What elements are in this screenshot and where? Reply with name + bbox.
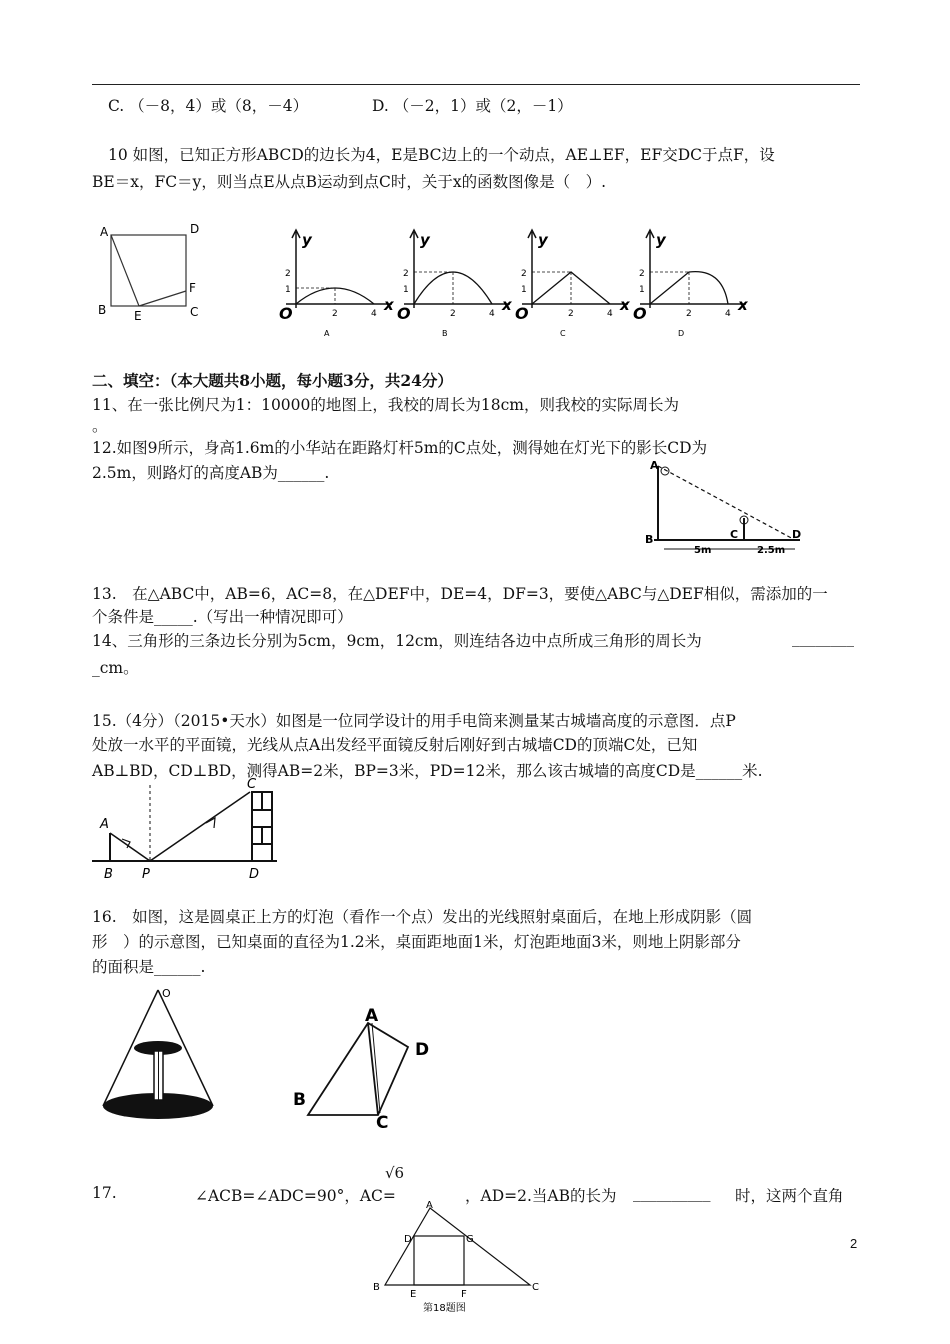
q15-text-line1: 15.（4分）（2015•天水）如图是一位同学设计的用手电筒来测量某古城墙高度的示意图．点P: [92, 712, 736, 730]
fig12-label-a: A: [650, 459, 659, 472]
square-label-f: F: [189, 281, 196, 295]
graph-y-label: y: [656, 231, 666, 249]
fig12-label-d: D: [792, 528, 802, 541]
graph-x-tick-2: 2: [686, 309, 692, 319]
graph-option-a: [270, 224, 395, 339]
fig18-label-b: B: [373, 1282, 380, 1293]
graph-origin-label: O: [633, 304, 647, 323]
fig15-label-c: C: [247, 777, 257, 792]
graph-y-tick-2: 2: [285, 269, 291, 279]
q16-text-line2: 形 ）的示意图，已知桌面的直径为1.2米，桌面距地面1米，灯泡距地面3米，则地上阴影部分: [92, 933, 741, 951]
graph-x-tick-4: 4: [371, 309, 377, 319]
fig12-label-b: B: [645, 533, 654, 546]
q13-text-line1: 13. 在△ABC中，AB=6，AC=8，在△DEF中，DE=4，DF=3，要使△ABC与△DEF相似，需添加的一: [92, 585, 828, 603]
fig18-label-c: C: [532, 1282, 539, 1293]
fig15-label-a: A: [100, 817, 109, 832]
fig18-label-e: E: [410, 1289, 417, 1300]
quad-label-b: B: [293, 1090, 306, 1110]
fig16-label-o: O: [162, 987, 171, 1000]
quad-label-a: A: [365, 1006, 379, 1026]
graph-caption: B: [442, 329, 448, 338]
graph-caption: C: [560, 329, 566, 338]
graph-y-tick-1: 1: [639, 285, 645, 295]
graph-x-label: x: [738, 296, 748, 314]
graph-y-label: y: [420, 231, 430, 249]
square-label-e: E: [134, 309, 142, 323]
q12-text-line1: 12.如图9所示，身高1.6m的小华站在距路灯杆5m的C点处，测得她在灯光下的影长CD为: [92, 439, 708, 457]
graph-y-tick-2: 2: [639, 269, 645, 279]
fig18-label-d: D: [404, 1234, 412, 1245]
graph-x-tick-4: 4: [489, 309, 495, 319]
graph-origin-label: O: [279, 304, 293, 323]
graph-origin-label: O: [515, 304, 529, 323]
q17-blank: __________: [633, 1184, 711, 1202]
q17-sqrt6: √6: [385, 1164, 405, 1182]
q16-lamp-table-figure: [95, 985, 225, 1125]
graph-x-tick-2: 2: [568, 309, 574, 319]
square-label-b: B: [98, 303, 107, 317]
graph-x-tick-4: 4: [607, 309, 613, 319]
q12-text-line2: 2.5m，则路灯的高度AB为______.: [92, 464, 330, 482]
q10-graph-options: [270, 224, 770, 339]
graph-y-tick-2: 2: [403, 269, 409, 279]
fig15-label-p: P: [142, 867, 150, 882]
section-2-heading: 二、填空：（本大题共8小题，每小题3分，共24分）: [92, 371, 453, 390]
q13-text-line2: 个条件是_____.（写出一种情况即可）: [92, 608, 353, 626]
graph-x-label: x: [384, 296, 394, 314]
q15-text-line2: 处放一水平的平面镜，光线从点A出发经平面镜反射后刚好到古城墙CD的顶端C处，已知: [92, 736, 698, 754]
graph-y-tick-2: 2: [521, 269, 527, 279]
graph-y-tick-1: 1: [285, 285, 291, 295]
graph-origin-label: O: [397, 304, 411, 323]
graph-y-tick-1: 1: [521, 285, 527, 295]
q17-text-part1: ∠ACB=∠ADC=90°，AC=: [195, 1187, 396, 1205]
q15-mirror-figure: [92, 775, 292, 887]
q10-square-figure: [92, 218, 212, 324]
quad-label-d: D: [415, 1040, 430, 1060]
fig12-dist-5m: 5m: [694, 545, 712, 556]
graph-x-label: x: [502, 296, 512, 314]
graph-x-tick-4: 4: [725, 309, 731, 319]
q16-text-line3: 的面积是______.: [92, 958, 206, 976]
q17-text-part2: ，AD=2.当AB的长为: [465, 1187, 617, 1205]
q16-text-line1: 16. 如图，这是圆桌正上方的灯泡（看作一个点）发出的光线照射桌面后，在地上形成阴影（圆: [92, 908, 753, 926]
q11-text-line1: 11、在一张比例尺为1：10000的地图上，我校的周长为18cm，则我校的实际周长为: [92, 396, 679, 414]
square-label-c: C: [190, 305, 199, 319]
q14-text-line1: 14、三角形的三条边长分别为5cm，9cm，12cm，则连结各边中点所成三角形的周长为: [92, 632, 702, 650]
fig18-caption: 第18题图: [423, 1303, 466, 1314]
q10-text-line2: BE＝x，FC＝y，则当点E从点B运动到点C时，关于x的函数图像是（ ）.: [92, 173, 607, 191]
q15-text-line3: AB⊥BD，CD⊥BD，测得AB=2米，BP=3米，PD=12米，那么该古城墙的高度CD是______米.: [92, 762, 763, 780]
graph-x-label: x: [620, 296, 630, 314]
graph-option-c: [506, 224, 631, 339]
fig18-label-g: G: [466, 1234, 474, 1245]
fig12-label-c: C: [730, 528, 739, 541]
q14-blank: ________: [792, 629, 854, 647]
graph-x-tick-2: 2: [332, 309, 338, 319]
q17-number: 17.: [92, 1184, 117, 1202]
graph-caption: D: [678, 329, 685, 338]
q14-text-line2: _cm。: [92, 659, 139, 677]
q9-option-d: D. （－2，1）或（2，－1）: [372, 97, 573, 115]
graph-x-tick-2: 2: [450, 309, 456, 319]
graph-y-label: y: [302, 231, 312, 249]
square-label-d: D: [190, 222, 200, 236]
fig18-label-a: A: [426, 1200, 433, 1211]
fig15-label-d: D: [249, 867, 260, 882]
fig15-label-b: B: [104, 867, 113, 882]
page-number: 2: [850, 1236, 858, 1251]
q17-text-part3: 时，这两个直角: [735, 1187, 844, 1205]
q18-triangle-square-figure: [365, 1200, 550, 1318]
quad-label-c: C: [376, 1113, 389, 1133]
q11-text-line2: 。: [92, 417, 108, 435]
q12-streetlight-figure: [640, 458, 820, 558]
graph-option-b: [388, 224, 513, 339]
graph-y-label: y: [538, 231, 548, 249]
fig18-label-f: F: [461, 1289, 467, 1300]
graph-option-d: [624, 224, 749, 339]
q10-text-line1: 10 如图，已知正方形ABCD的边长为4，E是BC边上的一个动点，AE⊥EF，EF交DC于点F，设: [108, 146, 775, 164]
quad-abcd-figure: [288, 1005, 448, 1135]
q9-option-c: C. （－8，4）或（8，－4）: [108, 97, 309, 115]
header-rule: [92, 84, 860, 85]
fig12-dist-2.5m: 2.5m: [757, 545, 786, 556]
graph-caption: A: [324, 329, 330, 338]
square-label-a: A: [100, 225, 109, 239]
graph-y-tick-1: 1: [403, 285, 409, 295]
